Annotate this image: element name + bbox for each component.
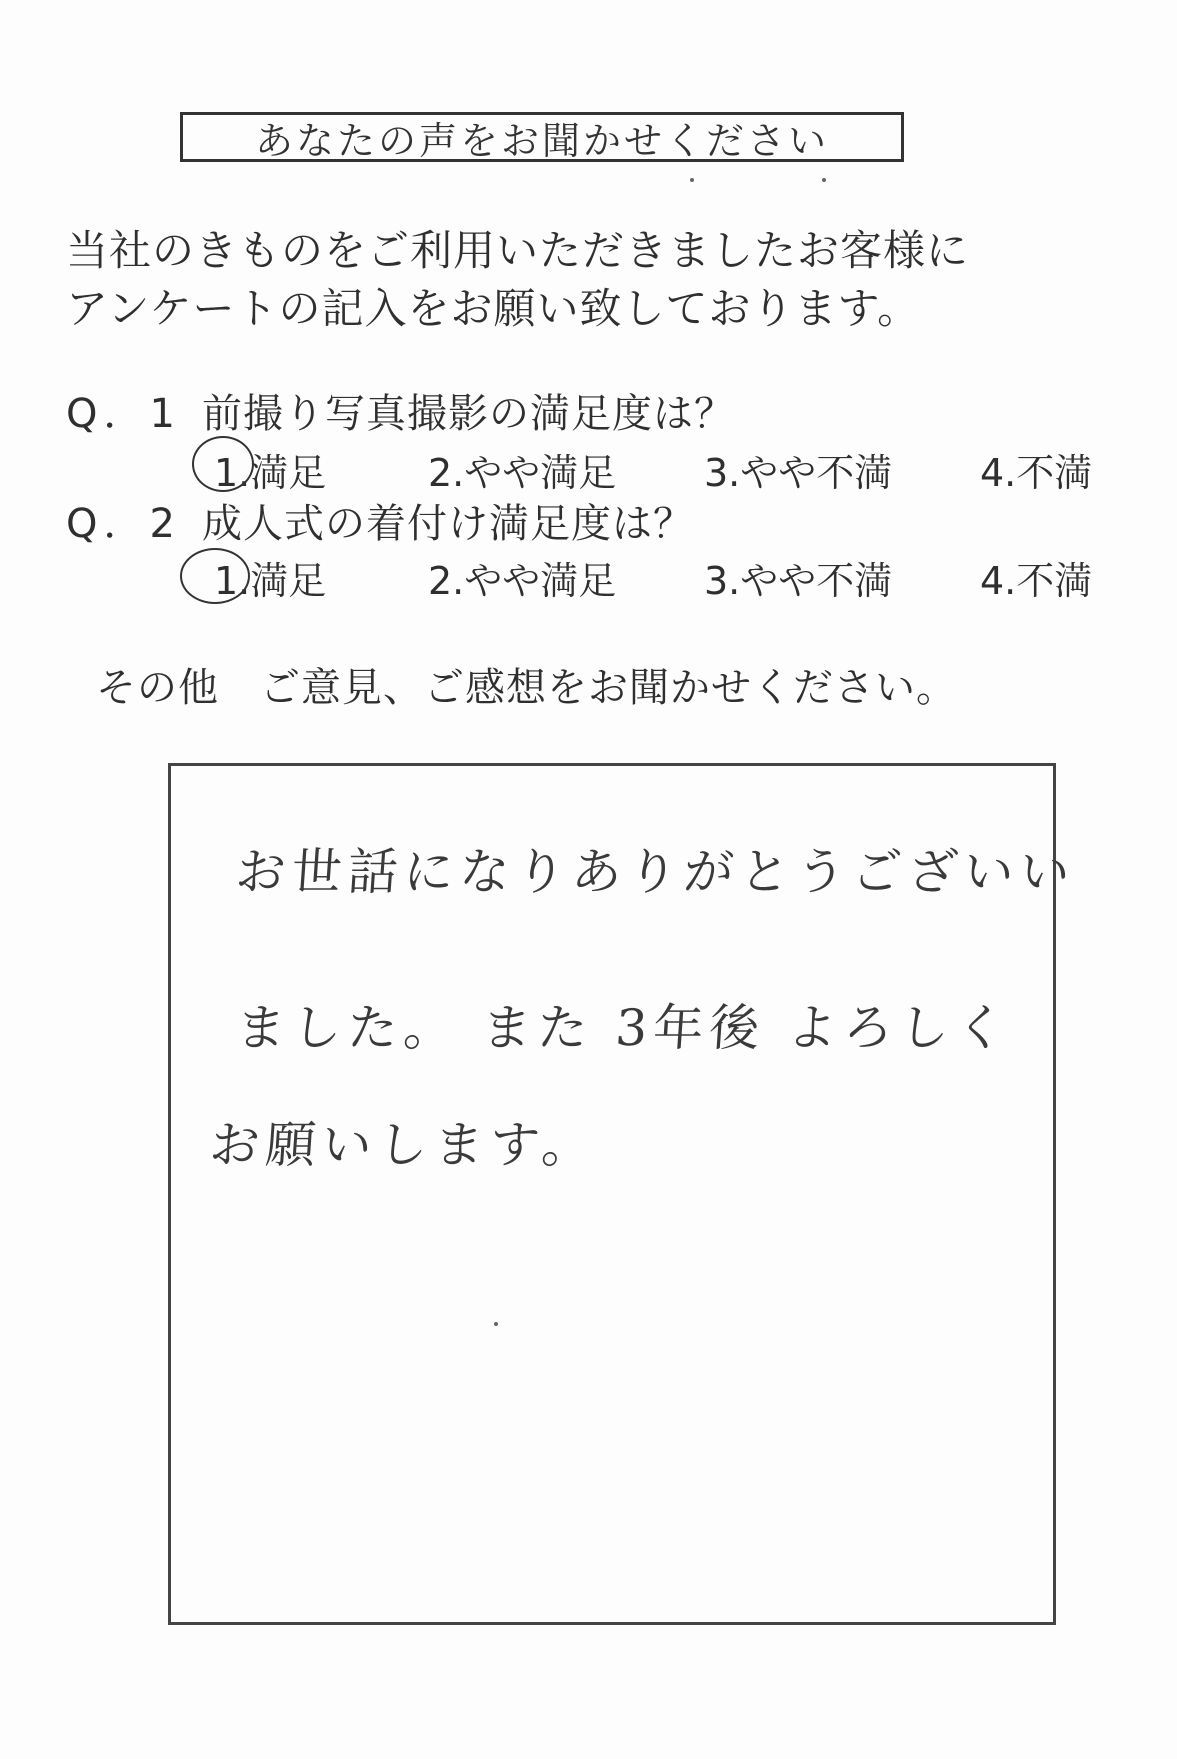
other-comments-label: その他 ご意見、ご感想をお聞かせください。 <box>96 665 957 711</box>
question-2 <box>66 492 694 549</box>
question-1 <box>66 382 735 439</box>
scan-speck <box>494 1322 498 1326</box>
handwritten-comment-line-1: お世話になりありがとうございい <box>233 843 1078 901</box>
handwritten-comment-line-3: お願いします。 <box>207 1116 600 1174</box>
q1-option-4[interactable]: 4.不満 <box>980 451 1093 495</box>
scan-speck <box>690 178 694 182</box>
survey-title <box>180 112 904 162</box>
q2-option-1[interactable]: 1.満足 <box>214 559 327 603</box>
q1-option-3[interactable]: 3.やや不満 <box>704 451 893 495</box>
survey-title-text: あなたの声をお聞かせください <box>254 118 829 163</box>
intro-line-2: アンケートの記入をお願い致しております。 <box>66 284 921 333</box>
q1-option-2[interactable]: 2.やや満足 <box>428 451 617 495</box>
scan-speck <box>822 178 826 182</box>
q2-option-2[interactable]: 2.やや満足 <box>428 559 617 603</box>
q1-option-1[interactable]: 1.満足 <box>214 451 327 495</box>
intro-line-1: 当社のきものをご利用いただきましたお客様に <box>66 226 970 275</box>
q1-selected-circle <box>192 436 254 492</box>
q2-selected-circle <box>180 548 250 604</box>
question-2-text: 成人式の着付け満足度は？ <box>202 501 694 547</box>
handwritten-comment-line-2: ました。 また 3年後 よろしく <box>233 999 1014 1057</box>
question-1-number: Q．1 <box>66 391 181 437</box>
q2-option-4[interactable]: 4.不満 <box>980 559 1093 603</box>
question-1-text: 前撮り写真撮影の満足度は？ <box>202 391 735 437</box>
q2-option-3[interactable]: 3.やや不満 <box>704 559 893 603</box>
question-2-number: Q．2 <box>66 501 181 547</box>
